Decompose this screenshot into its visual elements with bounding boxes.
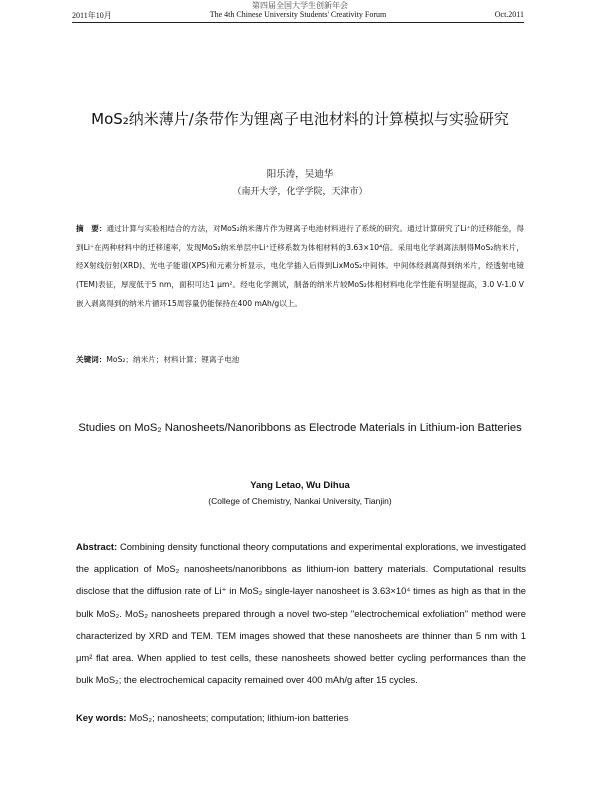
english-abstract [76,536,526,691]
chinese-authors: 阳乐涛，吴迪华 [266,169,334,180]
chinese-abstract [76,220,524,314]
english-affiliation: (College of Chemistry, Nankai University, Tianjin) [208,496,392,506]
english-keywords-label: Key words: [76,712,127,723]
chinese-abstract-text: 通过计算与实验相结合的方法，对MoS₂纳米薄片作为锂离子电池材料进行了系统的研究。通过计算研究了Li⁺的迁移能垒，得到Li⁺在两种材料中的迁移速率，发现MoS₂纳米单层中Li⁺迁移系数为体相材料的3.63×10⁴倍。采用电化学剥离法制得MoS₂纳米片，经X射线衍射(XRD)、光电子能谱(XPS)和元素分析显示，电化学插入后得到LixMoS₂中间体。中间体经剥离得到纳米片，经透射电镜(TEM)表征，厚度低于5 nm，面积可达1 μm²。经电化学测试，制备的纳米片较MoS₂体相材料电化学性能有明显提高，3.0 V-1.0 V嵌入剥离得到的纳米片循环15周容量仍能保持在400 mAh/g以上。 [76,224,525,308]
english-title: Studies on MoS₂ Nanosheets/Nanoribbons as Electrode Materials in Lithium-ion Batteries [78,422,522,434]
header-rule [72,22,524,23]
header-date-cn: 2011年10月 [72,11,112,20]
english-keywords-text: MoS₂; nanosheets; computation; lithium-ion batteries [129,712,349,723]
header-date-en: Oct.2011 [494,10,524,19]
chinese-affiliation: （南开大学，化学学院，天津市） [232,187,368,197]
english-abstract-label: Abstract: [76,541,118,552]
header-forum-name: The 4th Chinese University Students' Creativity Forum [209,10,387,19]
forum-header-title: 第四届全国大学生创新年会 [252,1,348,10]
english-keywords [76,712,526,723]
english-authors: Yang Letao, Wu Dihua [250,480,350,491]
chinese-abstract-label: 摘 要： [76,224,107,233]
chinese-keywords [76,353,524,367]
chinese-title: MoS₂纳米薄片/条带作为锂离子电池材料的计算模拟与实验研究 [91,110,509,128]
chinese-keywords-text: MoS₂；纳米片；材料计算；锂离子电池 [106,355,240,364]
chinese-keywords-label: 关键词： [76,355,107,364]
english-abstract-text: Combining density functional theory computations and experimental explorations, we investigated the application of MoS₂ nanosheets/nanoribbons as lithium-ion battery materials. Computational results disclose that the diffusion rate of Li⁺ in MoS₂ single-layer nanosheet is 3.63×10⁴ times as high as that in the bulk MoS₂. MoS₂ nanosheets prepared through a novel two-step "electrochemical exfoliation" method were characterized by XRD and TEM. TEM images showed that these nanosheets are thinner than 5 nm with 1 μm² flat area. When applied to test cells, these nanosheets showed better cycling performances than the bulk MoS₂; the electrochemical capacity remained over 400 mAh/g after 15 cycles. [76,541,526,686]
